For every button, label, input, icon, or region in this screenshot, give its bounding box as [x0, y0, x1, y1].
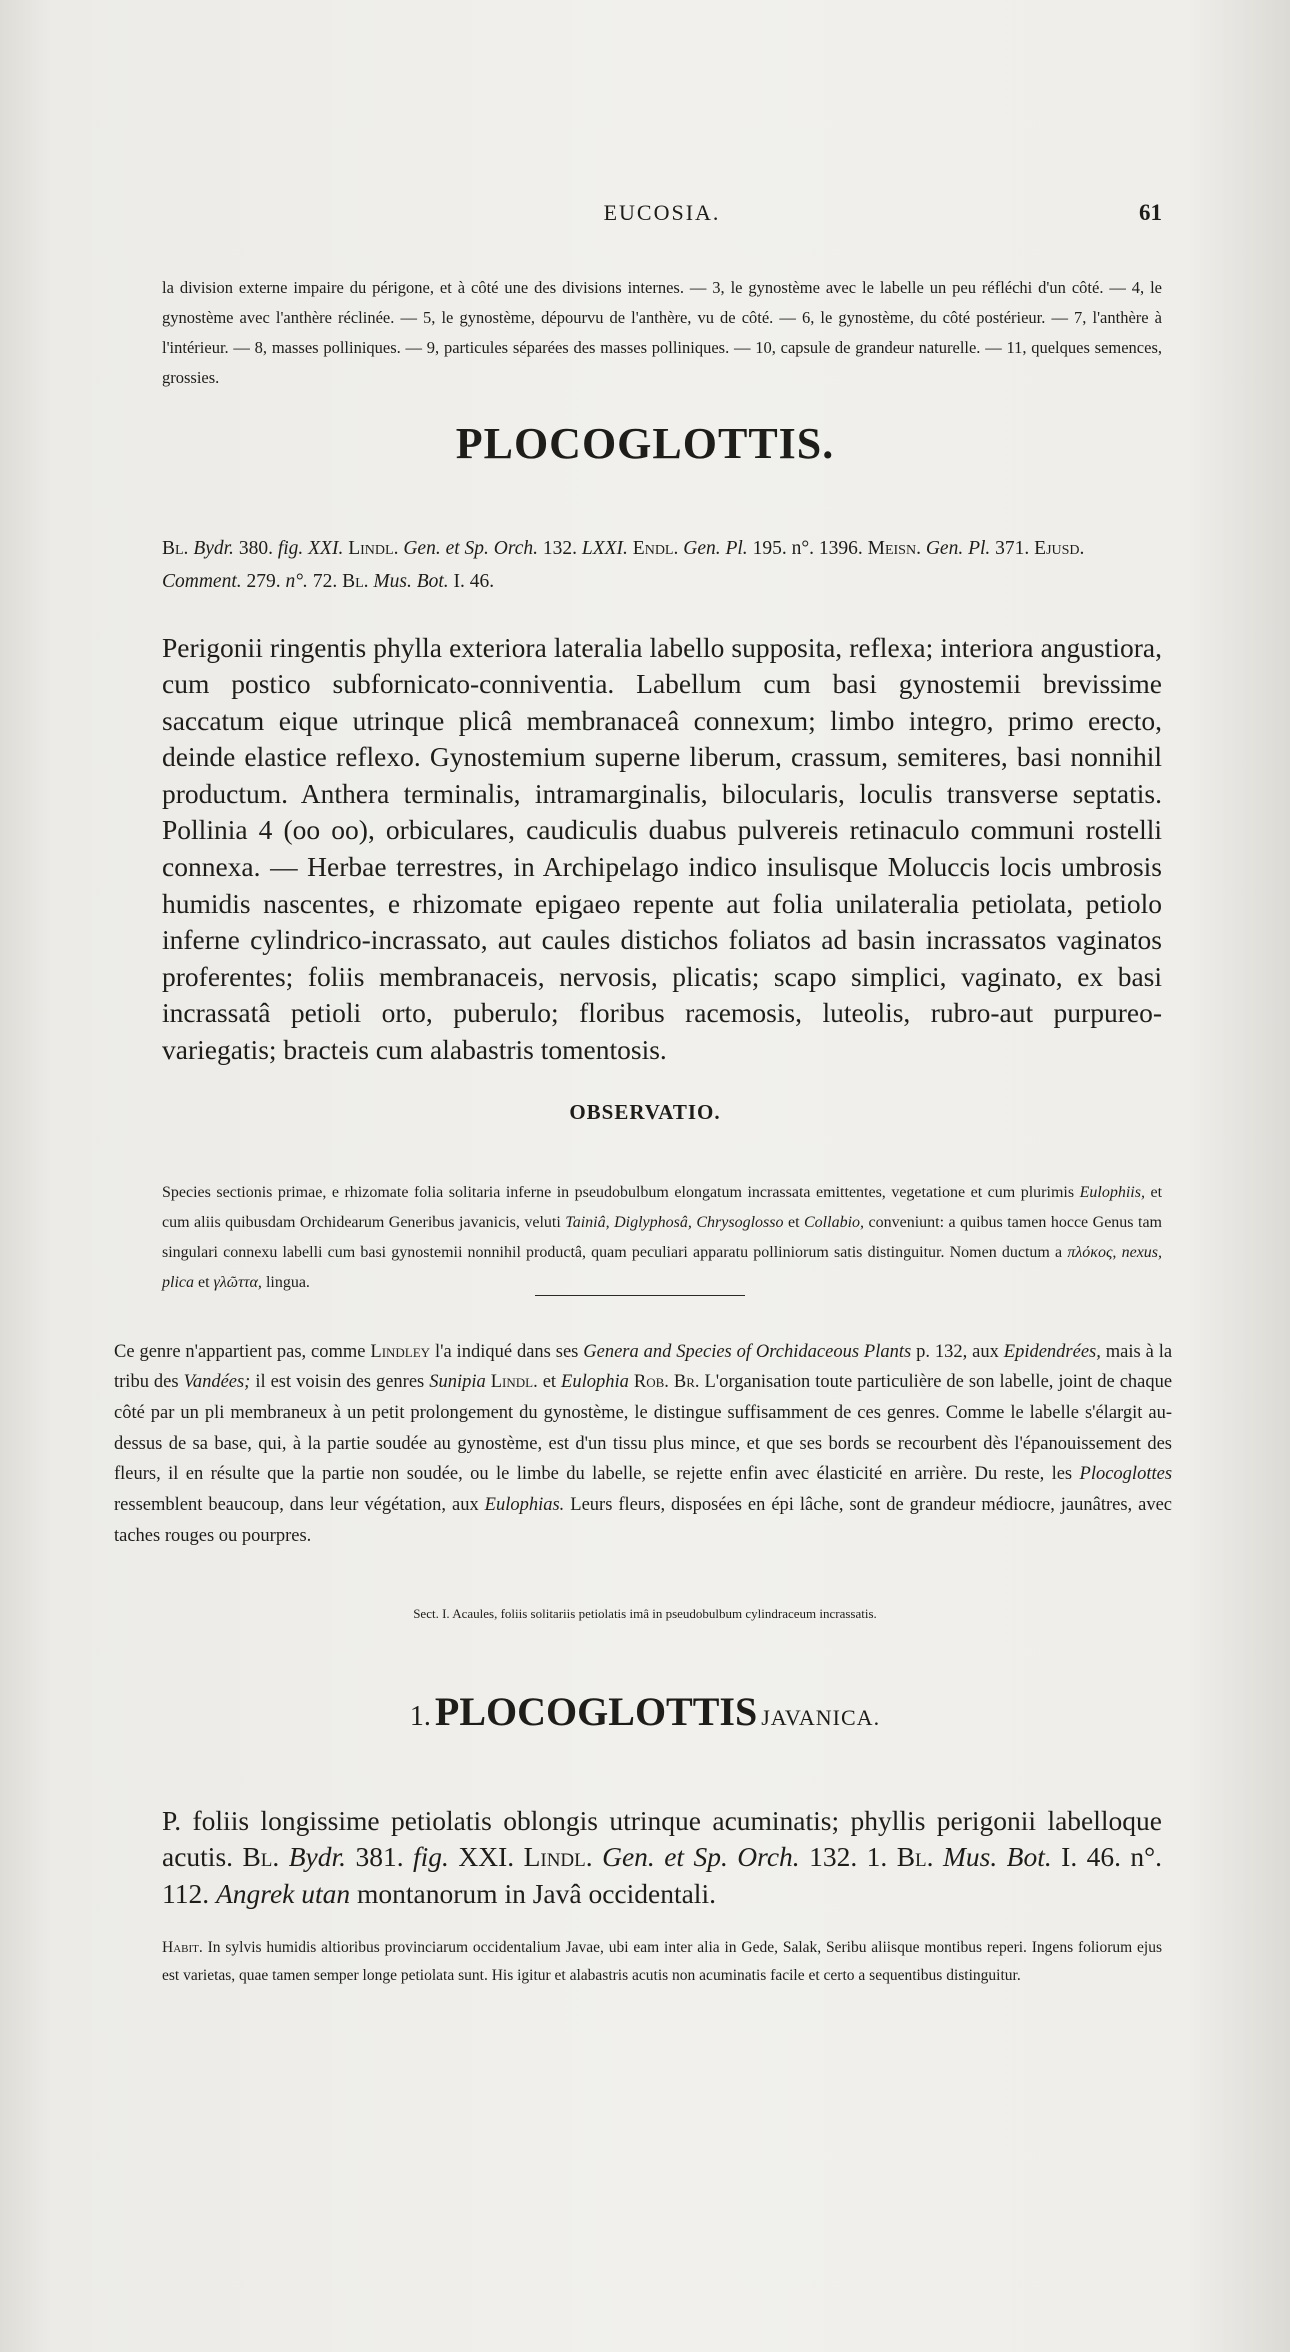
- species-description: P. foliis longissime petiolatis oblongis utrinque acuminatis; phyllis perigonii labelloque acutis. Bl. Bydr. 381. fig. XXI. Lindl. Gen. et Sp. Orch. 132. 1. Bl. Mus. Bot. I. 46. n°. 112. Angrek utan montanorum in Javâ occidentali.: [162, 1804, 1163, 1909]
- section-heading: Sect. I. Acaules, foliis solitariis petiolatis imâ in pseudobulbum cylindraceum incrassatis.: [413, 1606, 877, 1621]
- habitat-label: Habit.: [162, 1938, 203, 1956]
- page-number: 61: [1139, 200, 1162, 225]
- genus-references: Bl. Bydr. 380. fig. XXI. Lindl. Gen. et Sp. Orch. 132. LXXI. Endl. Gen. Pl. 195. n°. 1396. Meisn. Gen. Pl. 371. Ejusd. Comment. 279. n°. 72. Bl. Mus. Bot. I. 46.: [162, 537, 1085, 592]
- genus-description: Perigonii ringentis phylla exteriora lateralia labello supposita, reflexa; interiora angustiora, cum postico subfornicato-conniventia. Labellum cum basi gynostemii brevissime saccatum eique utrinque plicâ membranaceâ connexum; limbo integro, primo erecto, deinde elastice reflexo. Gynostemium superne liberum, crassum, semiteres, basi nonnihil productum. Anthera terminalis, intramarginalis, bilocularis, loculis transverse septatis. Pollinia 4 (oo oo), orbiculares, caudiculis duabus pulvereis retinaculo communi rostelli connexa. — Herbae terrestres, in Archipelago indico insulisque Moluccis locis umbrosis humidis nascentes, e rhizomate epigaeo repente aut folia unilateralia petiolata, petiolo inferne cylindrico-incrassato, aut caules distichos foliatos ad basin incrassatos vaginatos proferentes; foliis membranaceis, nervosis, plicatis; scapo simplici, vaginato, ex basi incrassatâ petioli orto, puberulo; floribus racemosis, luteolis, rubro-aut purpureo-variegatis; bracteis cum alabastris tomentosis.: [162, 631, 1162, 1066]
- running-title: EUCOSIA.: [603, 200, 721, 225]
- french-commentary: Ce genre n'appartient pas, comme Lindley l'a indiqué dans ses Genera and Species of Orchidaceous Plants p. 132, aux Epidendrées, mais à la tribu des Vandées; il est voisin des genres Sunipia Lindl. et Eulophia Rob. Br. L'organisation toute particulière de son labelle, joint de chaque côté par un pli membraneux à un petit prolongement du gynostème, le distingue suffisamment de ces genres. Comme le labelle s'élargit au-dessus de sa base, qui, à la partie soudée au gynostème, est d'un tissu plus mince, et que ses bords se recourbent dès l'épanouissement des fleurs, il en résulte que la partie non soudée, ou le limbe du labelle, se rejette enfin avec élasticité en arrière. Du reste, les Plocoglottes ressemblent beaucoup, dans leur végétation, aux Eulophias. Leurs fleurs, disposées en épi lâche, sont de grandeur médiocre, jaunâtres, avec taches rouges ou pourpres.: [114, 1341, 1173, 1546]
- observatio-text: Species sectionis primae, e rhizomate folia solitaria inferne in pseudobulbum elongatum incrassata emittentes, vegetatione et cum plurimis Eulophiis, et cum aliis quibusdam Orchidearum Generibus javanicis, veluti Tainiâ, Diglyphosâ, Chrysoglosso et Collabio, conveniunt: a quibus tamen hocce Genus tam singulari connexu labelli cum basi gynostemii nonnihil productâ, quam peculiari apparatu polliniorum satis distinguitur. Nomen ductum a πλόκος, nexus, plica et γλῶττα, lingua.: [162, 1184, 1163, 1291]
- observatio-heading: OBSERVATIO.: [569, 1100, 721, 1124]
- running-header: [162, 200, 1162, 230]
- plate-caption: la division externe impaire du périgone, et à côté une des divisions internes. — 3, le gynostème avec le labelle un peu réfléchi d'un côté. — 4, le gynostème avec l'anthère réclinée. — 5, le gynostème, dépourvu de l'anthère, vu de côté. — 6, le gynostème, du côté postérieur. — 7, l'anthère à l'intérieur. — 8, masses polliniques. — 9, particules séparées des masses polliniques. — 10, capsule de grandeur naturelle. — 11, quelques semences, grossies.: [162, 277, 1162, 387]
- genus-title: PLOCOGLOTTIS.: [455, 419, 835, 468]
- species-title: 1. PLOCOGLOTTIS JAVANICA.: [409, 1689, 881, 1734]
- habitat-note: Habit. In sylvis humidis altioribus provinciarum occidentalium Javae, ubi eam inter alia in Gede, Salak, Seribu aliisque montibus reperi. Ingens foliorum ejus est varietas, quae tamen semper longe petiolata sunt. His igitur et alabastris acutis non acuminatis facile et certo a sequentibus distinguitur.: [162, 1938, 1163, 1984]
- section-divider: [535, 1295, 745, 1296]
